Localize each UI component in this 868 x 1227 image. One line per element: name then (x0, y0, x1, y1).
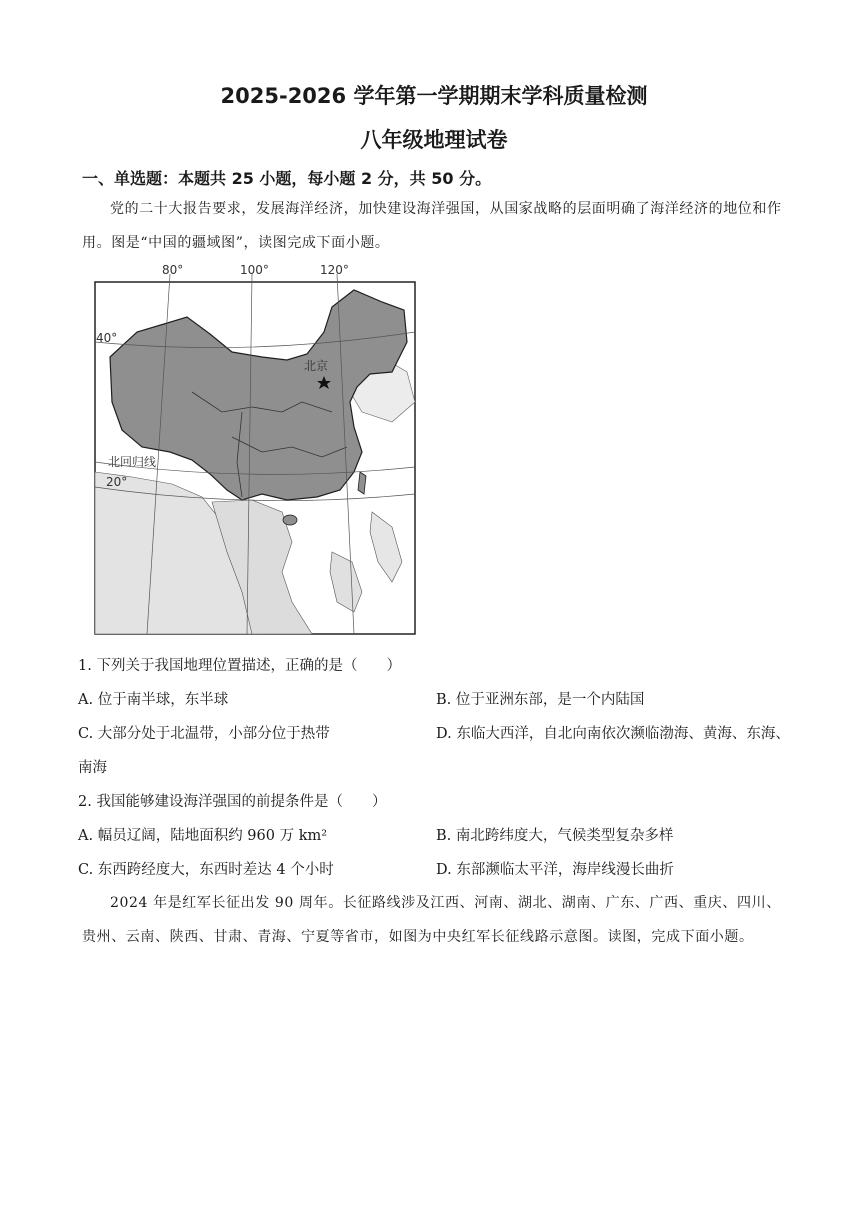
q2-option-b: B. 南北跨纬度大，气候类型复杂多样 (436, 828, 674, 844)
q2-stem: 2. 我国能够建设海洋强国的前提条件是（ ） (78, 794, 387, 810)
beijing-label: 北京 (304, 359, 329, 373)
q1-option-c: C. 大部分处于北温带，小部分位于热带 (78, 726, 330, 742)
q1-option-a: A. 位于南半球，东半球 (78, 692, 229, 708)
q2-option-c: C. 东西跨经度大，东西时差达 4 个小时 (78, 862, 334, 878)
intro-paragraph-2: 2024 年是红军长征出发 90 周年。长征路线涉及江西、河南、湖北、湖南、广东、广西、重庆、四川、贵州、云南、陕西、甘肃、青海、宁夏等省市，如图为中央红军长征线路示意图。读图，完成下面小题。 (82, 895, 781, 945)
q1-stem: 1. 下列关于我国地理位置描述，正确的是（ ） (78, 658, 401, 674)
q1-option-b: B. 位于亚洲东部，是一个内陆国 (436, 692, 645, 708)
tropic-label: 北回归线 (108, 455, 157, 469)
lon-label-80: 80° (162, 263, 184, 277)
q1-option-d: D. 东临大西洋，自北向南依次濒临渤海、黄海、东海、 (436, 726, 790, 742)
lon-label-120: 120° (320, 263, 349, 277)
section-heading: 一、单选题：本题共 25 小题，每小题 2 分，共 50 分。 (82, 169, 492, 188)
q2-option-a: A. 幅员辽阔，陆地面积约 960 万 km² (78, 828, 328, 844)
intro-paragraph-1: 党的二十大报告要求，发展海洋经济，加快建设海洋强国，从国家战略的层面明确了海洋经济的地位和作用。图是“中国的疆域图”，读图完成下面小题。 (82, 201, 782, 251)
lat-label-40: 40° (96, 331, 118, 345)
page-title: 2025-2026 学年第一学期期末学科质量检测 (220, 84, 648, 108)
page-subtitle: 八年级地理试卷 (360, 128, 508, 152)
lat-label-20: 20° (106, 475, 128, 489)
q1-option-d-continued: 南海 (78, 760, 107, 776)
lon-label-100: 100° (240, 263, 269, 277)
china-territory-map (92, 262, 418, 638)
q2-option-d: D. 东部濒临太平洋，海岸线漫长曲折 (436, 862, 674, 878)
